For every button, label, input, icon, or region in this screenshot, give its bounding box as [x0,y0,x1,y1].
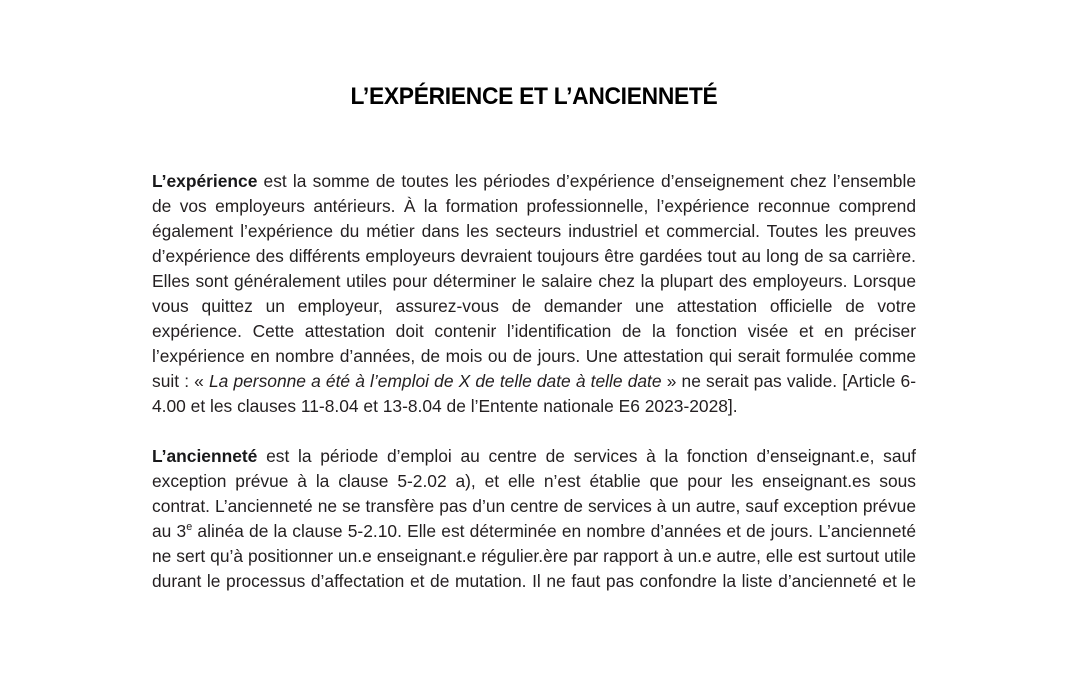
paragraph-experience-text-after-quote: » ne serait pas valide. [Article 6-4.00 et les clauses 11-8.04 et 13-8.04 de l’Entente nationale E6 2023-2028]. [152,371,917,416]
paragraph-experience [152,169,916,419]
paragraph-anciennete-lead-term: L’ancienneté [152,446,258,466]
paragraph-anciennete [152,444,916,619]
paragraph-experience-text-before-quote: est la somme de toutes les périodes d’expérience d’enseignement chez l’ensemble de vos employeurs antérieurs. À la formation professionnelle, l’expérience reconnue comprend également l’expérience du métier dans les secteurs industriel et commercial. Toutes les preuves d’expérience des différents employeurs devraient toujours être gardées tout au long de sa carrière. Elles sont généralement utiles pour déterminer le salaire chez la plupart des employeurs. Lorsque vous quittez un employeur, assurez-vous de demander une attestation officielle de votre expérience. Cette attestation doit contenir l’identification de la fonction visée et en préciser l’expérience en nombre d’années, de mois ou de jours. Une attestation qui serait formulée comme suit : « [152,171,916,391]
ordinal-superscript: e [186,521,193,534]
paragraph-experience-lead-term: L’expérience [152,171,258,191]
page-title: L’EXPÉRIENCE ET L’ANCIENNETÉ [350,83,718,110]
paragraph-experience-quoted-attestation: La personne a été à l’emploi de X de telle date à telle date [208,371,662,391]
paragraph-anciennete-text-before-ordinal: est la période d’emploi au centre de services à la fonction d’enseignant.e, sauf exception prévue à la clause 5-2.02 a), et elle n’est établie que pour les enseignant.es sous contrat. L’ancienneté ne se transfère pas d’un centre de services à un autre, sauf exception prévue au 3 [152,446,916,541]
document-body [152,169,916,619]
paragraph-anciennete-text-after-ordinal: alinéa de la clause 5-2.10. Elle est déterminée en nombre d’années et de jours. L’ancienneté ne sert qu’à positionner un.e enseignant.e régulier.ère par rapport à un.e autre, elle est surtout utile durant le processus d’affectation et de mutation. Il ne faut pas confondre la liste d’ancienneté et le [152,521,916,591]
document-content [152,0,916,619]
